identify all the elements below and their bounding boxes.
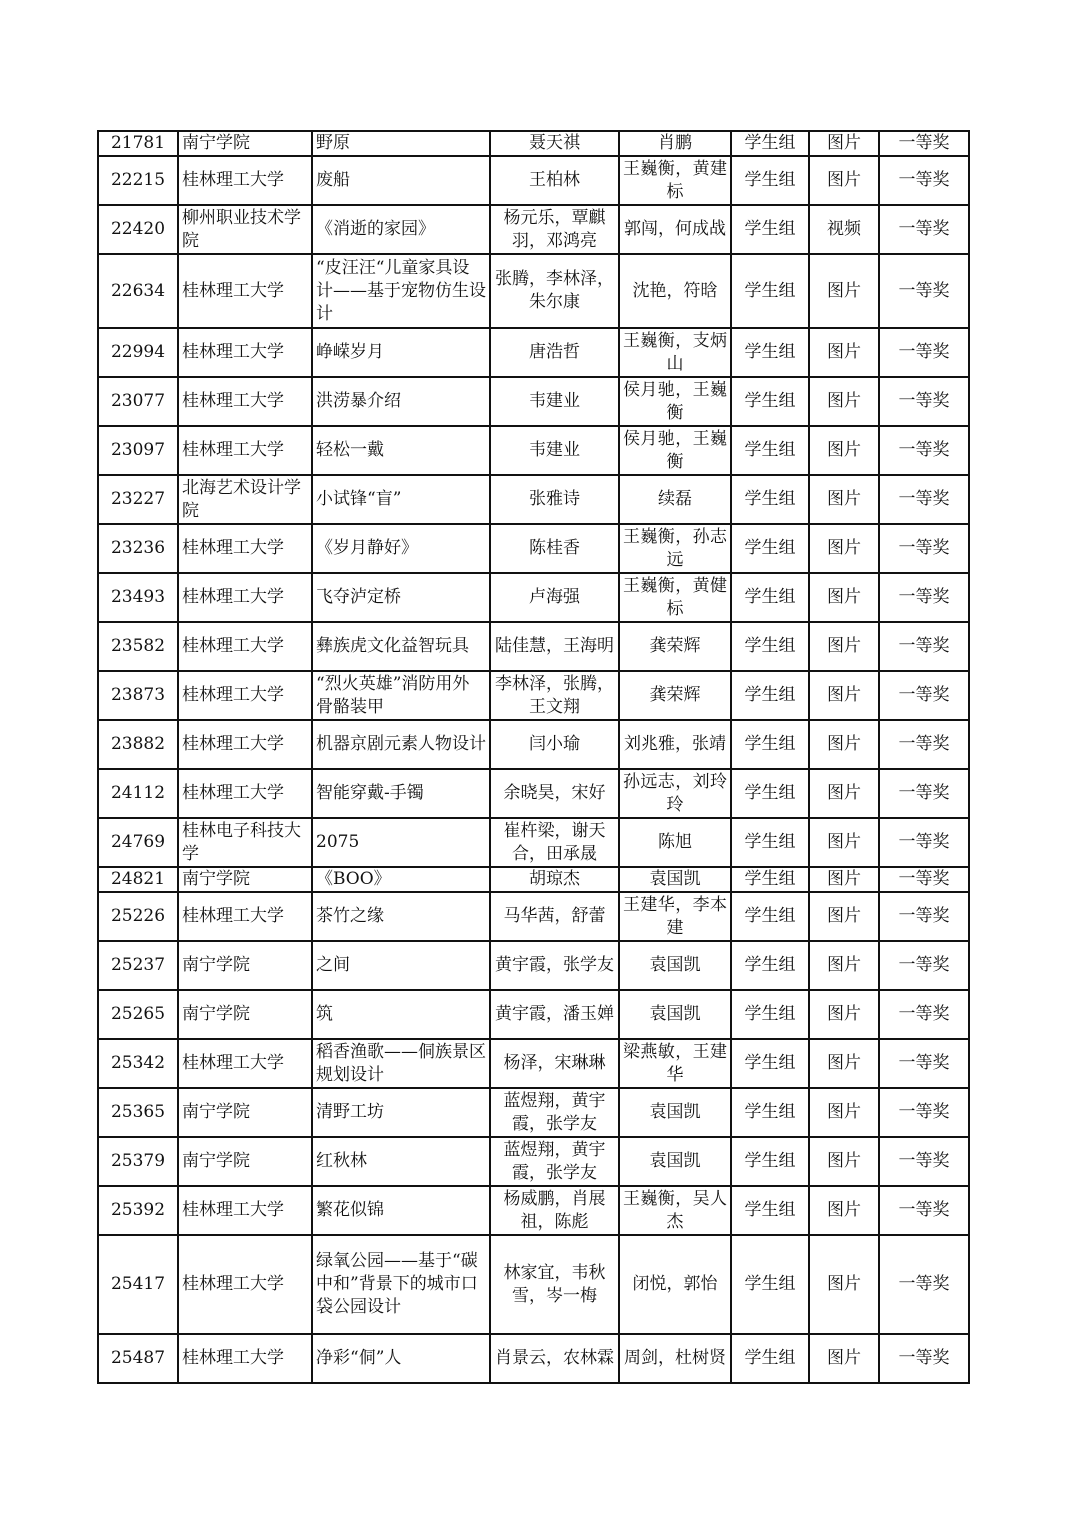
table-row <box>98 426 969 475</box>
award: 一等奖 <box>879 328 969 377</box>
entry-id: 22215 <box>98 156 178 205</box>
work-type: 图片 <box>809 475 879 524</box>
school: 桂林理工大学 <box>178 573 312 622</box>
advisors: 王巍衡，支炳山 <box>619 328 731 377</box>
authors: 张雅诗 <box>490 475 619 524</box>
entry-id: 23882 <box>98 720 178 769</box>
table-row <box>98 671 969 720</box>
entry-id: 23236 <box>98 524 178 573</box>
authors: 杨泽，宋琳琳 <box>490 1039 619 1088</box>
entry-id: 25487 <box>98 1334 178 1383</box>
authors: 蓝煜翔，黄宇霞，张学友 <box>490 1137 619 1186</box>
work-title: 小试锋“盲” <box>312 475 490 524</box>
work-type: 图片 <box>809 818 879 867</box>
work-title: 《BOO》 <box>312 867 490 892</box>
group: 学生组 <box>731 622 809 671</box>
school: 桂林理工大学 <box>178 254 312 328</box>
entry-id: 23077 <box>98 377 178 426</box>
work-title: 2075 <box>312 818 490 867</box>
award: 一等奖 <box>879 573 969 622</box>
work-title: 机器京剧元素人物设计 <box>312 720 490 769</box>
authors: 陈桂香 <box>490 524 619 573</box>
work-title: 废船 <box>312 156 490 205</box>
work-type: 图片 <box>809 131 879 156</box>
entry-id: 22420 <box>98 205 178 254</box>
entry-id: 22994 <box>98 328 178 377</box>
table-row <box>98 131 969 156</box>
entry-id: 25265 <box>98 990 178 1039</box>
table-row <box>98 1186 969 1235</box>
authors: 唐浩哲 <box>490 328 619 377</box>
award: 一等奖 <box>879 1137 969 1186</box>
work-type: 图片 <box>809 1334 879 1383</box>
work-title: 之间 <box>312 941 490 990</box>
authors: 黄宇霞，潘玉婵 <box>490 990 619 1039</box>
table-row <box>98 1334 969 1383</box>
school: 南宁学院 <box>178 1088 312 1137</box>
award: 一等奖 <box>879 892 969 941</box>
advisors: 梁燕敏，王建华 <box>619 1039 731 1088</box>
entry-id: 21781 <box>98 131 178 156</box>
school: 桂林理工大学 <box>178 720 312 769</box>
work-title: 红秋林 <box>312 1137 490 1186</box>
work-type: 图片 <box>809 254 879 328</box>
work-type: 图片 <box>809 573 879 622</box>
authors: 余晓昊，宋好 <box>490 769 619 818</box>
work-type: 图片 <box>809 1186 879 1235</box>
award: 一等奖 <box>879 156 969 205</box>
school: 桂林理工大学 <box>178 1235 312 1334</box>
table-row <box>98 1235 969 1334</box>
authors: 闫小瑜 <box>490 720 619 769</box>
group: 学生组 <box>731 1334 809 1383</box>
school: 南宁学院 <box>178 1137 312 1186</box>
advisors: 闭悦，郭怡 <box>619 1235 731 1334</box>
work-title: 清野工坊 <box>312 1088 490 1137</box>
advisors: 侯月驰，王巍衡 <box>619 426 731 475</box>
group: 学生组 <box>731 156 809 205</box>
work-title: 峥嵘岁月 <box>312 328 490 377</box>
school: 桂林理工大学 <box>178 1186 312 1235</box>
entry-id: 25379 <box>98 1137 178 1186</box>
award: 一等奖 <box>879 818 969 867</box>
advisors: 侯月驰，王巍衡 <box>619 377 731 426</box>
table-row <box>98 1137 969 1186</box>
work-type: 图片 <box>809 1235 879 1334</box>
advisors: 龚荣辉 <box>619 622 731 671</box>
authors: 马华茜，舒蕾 <box>490 892 619 941</box>
authors: 黄宇霞，张学友 <box>490 941 619 990</box>
school: 桂林理工大学 <box>178 426 312 475</box>
school: 桂林理工大学 <box>178 1334 312 1383</box>
group: 学生组 <box>731 892 809 941</box>
group: 学生组 <box>731 1088 809 1137</box>
advisors: 周剑，杜树贤 <box>619 1334 731 1383</box>
advisors: 袁国凯 <box>619 867 731 892</box>
authors: 卢海强 <box>490 573 619 622</box>
work-title: 飞夺泸定桥 <box>312 573 490 622</box>
entry-id: 23493 <box>98 573 178 622</box>
award: 一等奖 <box>879 205 969 254</box>
school: 柳州职业技术学院 <box>178 205 312 254</box>
work-type: 图片 <box>809 622 879 671</box>
advisors: 孙远志，刘玲玲 <box>619 769 731 818</box>
school: 北海艺术设计学院 <box>178 475 312 524</box>
authors: 张腾，李林泽，朱尔康 <box>490 254 619 328</box>
work-title: 茶竹之缘 <box>312 892 490 941</box>
school: 桂林理工大学 <box>178 156 312 205</box>
award: 一等奖 <box>879 524 969 573</box>
award: 一等奖 <box>879 941 969 990</box>
school: 桂林理工大学 <box>178 328 312 377</box>
group: 学生组 <box>731 990 809 1039</box>
award: 一等奖 <box>879 1088 969 1137</box>
advisors: 王巍衡，黄建标 <box>619 156 731 205</box>
work-title: 绿氧公园——基于“碳中和”背景下的城市口袋公园设计 <box>312 1235 490 1334</box>
advisors: 陈旭 <box>619 818 731 867</box>
table-row <box>98 622 969 671</box>
work-type: 图片 <box>809 769 879 818</box>
advisors: 王巍衡，黄健标 <box>619 573 731 622</box>
work-type: 图片 <box>809 867 879 892</box>
table-row <box>98 205 969 254</box>
work-title: 《消逝的家园》 <box>312 205 490 254</box>
group: 学生组 <box>731 720 809 769</box>
work-title: 稻香渔歌——侗族景区规划设计 <box>312 1039 490 1088</box>
table-row <box>98 720 969 769</box>
school: 桂林理工大学 <box>178 671 312 720</box>
group: 学生组 <box>731 328 809 377</box>
group: 学生组 <box>731 131 809 156</box>
work-type: 图片 <box>809 524 879 573</box>
entry-id: 25392 <box>98 1186 178 1235</box>
award: 一等奖 <box>879 1235 969 1334</box>
award: 一等奖 <box>879 426 969 475</box>
table-row <box>98 818 969 867</box>
work-type: 视频 <box>809 205 879 254</box>
authors: 韦建业 <box>490 377 619 426</box>
authors: 林家宜，韦秋雪，岑一梅 <box>490 1235 619 1334</box>
award: 一等奖 <box>879 377 969 426</box>
work-title: 野原 <box>312 131 490 156</box>
advisors: 袁国凯 <box>619 1137 731 1186</box>
authors: 聂天祺 <box>490 131 619 156</box>
table-row <box>98 475 969 524</box>
award: 一等奖 <box>879 1186 969 1235</box>
group: 学生组 <box>731 377 809 426</box>
work-type: 图片 <box>809 1088 879 1137</box>
work-title: 智能穿戴-手镯 <box>312 769 490 818</box>
advisors: 肖鹏 <box>619 131 731 156</box>
entry-id: 23582 <box>98 622 178 671</box>
work-title: 《岁月静好》 <box>312 524 490 573</box>
table-row <box>98 1039 969 1088</box>
award: 一等奖 <box>879 1039 969 1088</box>
table-row <box>98 990 969 1039</box>
work-title: 彝族虎文化益智玩具 <box>312 622 490 671</box>
authors: 崔杵梁，谢天合，田承晟 <box>490 818 619 867</box>
table-row <box>98 1088 969 1137</box>
school: 桂林理工大学 <box>178 622 312 671</box>
table-row <box>98 328 969 377</box>
work-title: 洪涝暴介绍 <box>312 377 490 426</box>
entry-id: 22634 <box>98 254 178 328</box>
school: 桂林理工大学 <box>178 377 312 426</box>
work-type: 图片 <box>809 720 879 769</box>
work-title: 繁花似锦 <box>312 1186 490 1235</box>
work-type: 图片 <box>809 426 879 475</box>
authors: 蓝煜翔，黄宇霞，张学友 <box>490 1088 619 1137</box>
school: 南宁学院 <box>178 867 312 892</box>
award: 一等奖 <box>879 671 969 720</box>
work-title: 轻松一戴 <box>312 426 490 475</box>
school: 南宁学院 <box>178 941 312 990</box>
group: 学生组 <box>731 1186 809 1235</box>
authors: 王柏林 <box>490 156 619 205</box>
group: 学生组 <box>731 769 809 818</box>
table-row <box>98 867 969 892</box>
award: 一等奖 <box>879 254 969 328</box>
entry-id: 25237 <box>98 941 178 990</box>
work-type: 图片 <box>809 1039 879 1088</box>
table-row <box>98 573 969 622</box>
entry-id: 25365 <box>98 1088 178 1137</box>
entry-id: 24112 <box>98 769 178 818</box>
group: 学生组 <box>731 573 809 622</box>
table-row <box>98 254 969 328</box>
advisors: 龚荣辉 <box>619 671 731 720</box>
advisors: 袁国凯 <box>619 990 731 1039</box>
entry-id: 25417 <box>98 1235 178 1334</box>
group: 学生组 <box>731 426 809 475</box>
authors: 韦建业 <box>490 426 619 475</box>
work-title: “皮汪汪“儿童家具设计——基于宠物仿生设计 <box>312 254 490 328</box>
work-type: 图片 <box>809 990 879 1039</box>
advisors: 郭闯，何成战 <box>619 205 731 254</box>
entry-id: 23097 <box>98 426 178 475</box>
table-row <box>98 377 969 426</box>
awards-table <box>97 130 970 1384</box>
award: 一等奖 <box>879 131 969 156</box>
advisors: 袁国凯 <box>619 941 731 990</box>
work-title: 净彩“侗”人 <box>312 1334 490 1383</box>
work-type: 图片 <box>809 892 879 941</box>
table-row <box>98 524 969 573</box>
award: 一等奖 <box>879 720 969 769</box>
school: 桂林理工大学 <box>178 524 312 573</box>
group: 学生组 <box>731 867 809 892</box>
work-type: 图片 <box>809 1137 879 1186</box>
group: 学生组 <box>731 1039 809 1088</box>
entry-id: 23227 <box>98 475 178 524</box>
group: 学生组 <box>731 1137 809 1186</box>
authors: 胡琼杰 <box>490 867 619 892</box>
group: 学生组 <box>731 205 809 254</box>
authors: 杨元乐，覃麒羽，邓鸿亮 <box>490 205 619 254</box>
advisors: 刘兆雅，张靖 <box>619 720 731 769</box>
entry-id: 24769 <box>98 818 178 867</box>
school: 桂林理工大学 <box>178 769 312 818</box>
entry-id: 24821 <box>98 867 178 892</box>
award: 一等奖 <box>879 1334 969 1383</box>
advisors: 王巍衡，吴人杰 <box>619 1186 731 1235</box>
authors: 肖景云，农林霖 <box>490 1334 619 1383</box>
group: 学生组 <box>731 671 809 720</box>
group: 学生组 <box>731 941 809 990</box>
entry-id: 25226 <box>98 892 178 941</box>
advisors: 袁国凯 <box>619 1088 731 1137</box>
group: 学生组 <box>731 475 809 524</box>
authors: 杨威鹏，肖展祖，陈彪 <box>490 1186 619 1235</box>
work-type: 图片 <box>809 156 879 205</box>
entry-id: 23873 <box>98 671 178 720</box>
awards-table-body <box>98 131 969 1383</box>
authors: 李林泽，张腾，王文翔 <box>490 671 619 720</box>
work-type: 图片 <box>809 377 879 426</box>
work-type: 图片 <box>809 328 879 377</box>
work-title: “烈火英雄”消防用外骨骼装甲 <box>312 671 490 720</box>
advisors: 沈艳，符晗 <box>619 254 731 328</box>
work-type: 图片 <box>809 941 879 990</box>
work-title: 筑 <box>312 990 490 1039</box>
advisors: 王巍衡，孙志远 <box>619 524 731 573</box>
authors: 陆佳慧，王海明 <box>490 622 619 671</box>
school: 南宁学院 <box>178 990 312 1039</box>
advisors: 续磊 <box>619 475 731 524</box>
table-row <box>98 941 969 990</box>
group: 学生组 <box>731 818 809 867</box>
award: 一等奖 <box>879 867 969 892</box>
school: 桂林理工大学 <box>178 892 312 941</box>
award: 一等奖 <box>879 769 969 818</box>
group: 学生组 <box>731 254 809 328</box>
group: 学生组 <box>731 1235 809 1334</box>
award: 一等奖 <box>879 622 969 671</box>
award: 一等奖 <box>879 990 969 1039</box>
group: 学生组 <box>731 524 809 573</box>
table-row <box>98 156 969 205</box>
table-row <box>98 769 969 818</box>
advisors: 王建华，李本建 <box>619 892 731 941</box>
entry-id: 25342 <box>98 1039 178 1088</box>
school: 南宁学院 <box>178 131 312 156</box>
work-type: 图片 <box>809 671 879 720</box>
school: 桂林电子科技大学 <box>178 818 312 867</box>
table-row <box>98 892 969 941</box>
school: 桂林理工大学 <box>178 1039 312 1088</box>
award: 一等奖 <box>879 475 969 524</box>
